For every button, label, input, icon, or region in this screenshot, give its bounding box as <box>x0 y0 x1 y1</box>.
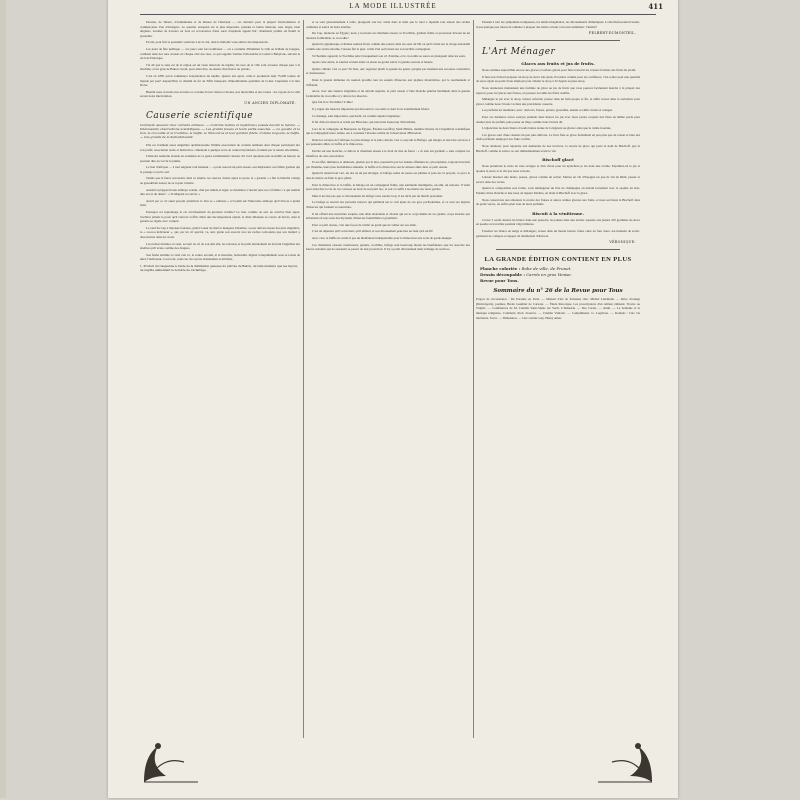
causerie-conclusion <box>476 20 640 29</box>
paragraph: Quand le gigantesque et hideux saurien flotte comme une poutre dans les eaux du Nil ou qu'il s'étale sur le rivage ensoleillé comme une racine énorme, l'oiseau fait le guet, veille d'un oeil jaloux sur son terrible compagnon. <box>306 42 470 51</box>
causerie-title: Causerie scientifique <box>146 110 254 121</box>
paragraph: et se sont gloutonnement à table, plongeant son bec avide dans le miel que le ratel a répandu tout autour des ruches culbutées et sauvé de leurs abeilles. <box>306 20 470 29</box>
header-rule <box>140 14 656 15</box>
glaces-body <box>476 68 640 153</box>
paragraph: Avec cela, le buffle ne serait-il pas un bienfaiteur indispensable pour le rhinocéros une sorte de garde-manger. <box>312 235 453 240</box>
subhead-glaces: Glaces aux fruits et jus de fruits. <box>521 61 595 67</box>
paragraph: Nous prendrons le zeste de trois oranges et d'un citron pour un épluchure je les dans une terrine. Exprimez-en le jus et ajoutez le sucre et le vin que nous versons. <box>476 164 640 173</box>
paragraph: Le lion d'Afrique — à tout seigneur tout honneur — a pour associé un petit oiseau, son imprudent, son fidèle gardien qui le protège et qui le sert. <box>140 165 300 174</box>
paragraph: Quelle culbute c'est ce pas? dit bien, oui; regardez plutôt la gueule du géant, qu'agite par moment une secousse convulsive et douloureuse. <box>306 66 470 76</box>
ornament-right-icon <box>596 732 656 784</box>
paragraph: Ces charmants oiseaux avertisseurs, garants, trochilus, bufaga sont beaucoup moins les bienfaiteurs que les associés des fauves redoutés qui ne sauraient se passer de leur protection. Il n'y a point dévouement mais échange de services. <box>306 242 470 252</box>
paragraph: Aussitôt qu'apparait une antilope venant, d'un pas timide et léger, se désaltérer, l'oiselet jette un cri fébrile: ce qui semble dire au roi du désert : « Ta Majesté est servie. » <box>140 187 300 197</box>
scan-edge <box>0 0 6 798</box>
edition-value: Robe de ville, de Prunet. <box>521 266 572 272</box>
running-title: LA MODE ILLUSTRÉE <box>349 2 437 10</box>
section-title-art-menager <box>482 47 640 57</box>
paragraph: Dans les savanes de l'Afrique, le plus étrange et le plus curieux c'est à coup sûr le Bufaga, qui intègre et rend des services à ses puissants alliés, le buffle et le rhinocéros. <box>306 137 470 147</box>
paragraph: Pensant à tout les sympathies trompeuses, les unités imaginaires, les dévouements chimériques. La Rochefoucauld n'aurait-il pas quelque peu raison de ramener à plaquer des belles actions à un seul sentiment : l'intérêt! <box>476 20 640 29</box>
causerie-continuation <box>306 20 470 252</box>
art-menager-title: L'Art Ménager <box>482 47 556 58</box>
paragraph: Fouettez les blancs en neige et mélangez; versez dans un moule beurré, faites cuire au four doux. Au moment de servir, garnissez de compote et nappez de marmelade d'abricots. <box>476 229 640 238</box>
paragraph: Nous donnons, pour répondre aux demandes de nos lectrices, la recette de glace qui porte le nom de Bischoff, que le Bischoff, comme le sorbet, se sert immédiatement avant le vin. <box>476 143 640 153</box>
subhead-bischoff: Bischoff glacé <box>542 157 574 163</box>
paragraph: Pourquoi cet espionnage et cet avertissement du gracieux volatile? Le lion, comme on sait, ne convive bien après, n'achève jamais la proie qu'il vient de s'offrir. Dans une décomposition rapide, la chair délaissée se couvre de larves, dont le garante se régale avec volupté. <box>140 210 300 224</box>
paragraph: Nous conservons aux amateurs la recette des fraises et autres crèmes glacées aux fruits, et nous servirons le Bischoff dans de petits verres, ou enfin qu'en veut de leurs parfums. <box>476 197 640 207</box>
column-divider-2 <box>473 20 474 738</box>
author-signature-veronique: VÉRONIQUE. <box>609 240 636 245</box>
paragraph: L'histoire naturelle abonde en exemples de ce genre extrêmement curieux. En voici quelques-uns recueillis au hasard, au pourrait dire au vol de la plume. <box>140 154 300 163</box>
paragraph: Si l'homme apparaît, le Trochilus jette brusquement son cri d'alarme, et le crocodile se sauve en plongeant dans les eaux. <box>312 53 466 58</box>
paragraph: Nous donnerons maintenant une formule de glace au jus de fruits que vous pourrez facilement étendre à la plupart des espèces; pour les glaces aux fraises, on passera au tamis les fruits cueillis. <box>476 85 640 95</box>
paragraph: Pour ces dernières sortes essayez pendant deux heures les jus avec leurs peaux coupées très fines au même poids pour donner plus de parfum, puis passer au linge comme nous l'avons dit. <box>476 114 640 124</box>
paragraph: Il faut tout d'abord préparer un sirop de sucre très épais. Procédez comme pour les confitures; c'est-à-dire pour une quantité de sucre égale au poids d'eau employé pour obtenir le sirop à 32 degrés au pèse-sirop. <box>476 74 640 84</box>
paragraph: Ce manège, sans importance que hardi, est comme depuis longtemps. <box>312 113 401 118</box>
section-title-causerie <box>146 111 300 121</box>
paragraph: En été, pour fuir la poussière soulevée à de la cité, dont le mélodie vous enlève des impressions. <box>146 40 269 45</box>
paragraph: Bientôt nous croirons nos trottoirs et, revenus là nos visites et modes, nos merveilles et nos routes : les rayons de la ville seront notre intervention. <box>140 89 300 99</box>
paragraph: J'ai dit que le sens est de la région est un vaste réservoir de naphte; les rues de la ville sont arrosées chaque jour à la machine, et les gens de Bakou vivent, pour ainsi dire, au-dessus d'un fleuve de pétrole. <box>140 62 300 72</box>
paragraph: Les jours de fête publique — ces jours sont fort nombreux — on a coutume d'illuminer la ville au brillant de bougies, combien dans des rues creusés de chaque côté des rues, ce qui rappelle l'entrée d'Alexandre le Grand à Babylone, suivant le récit de Plutarque. <box>140 46 300 61</box>
paragraph: Il lui offrent une nourriture exquise, une table abondante et choisie qui est le corps même de ces géants, corps énorme que sillonnent en tous sens des myriades d'insectes fourmillant et grouillant. <box>306 211 470 221</box>
paragraph: C'est en 1885 qu'on commença l'exploitation du naphte. Quatre ans après, celle-ci produisait déjà 75,000 tonnes de liquide par jour! Aujourd'hui, le chemin de fer de Tiflis transporte d'innombrables quantités de la mer Caspienne à la mer Noire. <box>140 73 300 88</box>
paragraph: Mais il ne faut pas que ce dévouement du bufaga vous touche trop; il est dicté par un intérêt personnel. <box>312 193 444 198</box>
paragraph: Mélangez le jus avec le sirop, laissez refroidir, passez dans un bain propre et fin, et enfin versez dans la sorbetière pour glacer comme nous l'avons vu dans une précédente causerie. <box>476 97 640 106</box>
edition-title: LA GRANDE ÉDITION CONTIENT EN PLUS <box>484 256 632 264</box>
paragraph: Les ruches désirées, le ratel, accourt au cri de son ami ailé, les renverse et les pille brutalement en bravant l'aiguillon des abeilles qu'il avale comme des dragées. <box>140 241 300 251</box>
subhead-biscuit: Biscuit à la vénitienne. <box>532 210 584 216</box>
paragraph: Alors, avec une aisance singulière et un entrain superbe, le petit oiseau à l'aile blanche pénètre hardiment dans la gueule formidable du crocodile et y dévore les insectes. <box>306 89 470 98</box>
edition-label: Planche coloriée : <box>480 266 521 272</box>
edition-line-revue <box>480 278 640 283</box>
paragraph: Dans la gueule immense du saurien grouille tout un essaim d'insectes aux piqûres intolérables, qui le tourmentent et l'affolent. <box>306 77 470 87</box>
bischoff-body <box>476 164 640 207</box>
edition-label: Revue pour Tous. <box>480 278 519 284</box>
biscuit-body <box>476 218 640 238</box>
paragraph: Du Cap, montons en Égypte; nous y trouvons un charmant oiseau, le Trochilus, gardien fidèle et protecteur dévoué de un monstre formidable, le crocodile! <box>306 31 470 40</box>
section-divider-2 <box>496 249 620 250</box>
paragraph: Elle est vraiment assez singulière qu'intéressante l'intime association de certains animaux dont chaque participant tire son profit; association tacite et instinctive, cimentant à quelque sorte de contrat mystérieux, formulé par la nature elle-même. <box>140 142 300 152</box>
paragraph: Le bufaga se nourrit des parasites tenaces qui pullulent sur le cuir épais de ces gros pachydermes, et ce sont ses légions d'insectes qui forment sa nourriture. <box>306 200 470 209</box>
paragraph: Laissez macérer une heure, passez, glacez comme un sorbet. Mettez en vin d'Espagne un peu de vin du Rhin, passez et servez dans des verres. <box>476 175 640 184</box>
page-number: 411 <box>648 2 663 11</box>
causerie-body <box>140 143 300 262</box>
paragraph: Pour le rhinocéros et le buffle, le bufaga est un compagnon fidèle, une sentinelle intelligente, un ami, un sauveur. Il vient pour ainsi dire la vie de ces colosses au bout de son petit bec, et son cri suffit à les mettre sur leurs gardes. <box>306 182 470 192</box>
paragraph: Il fut d'abord observé et relaté par Hérodote, qui rencontra beaucoup d'incrédules. <box>312 120 417 125</box>
paragraph: Après cette alerte, le saurien revient étaler sa sieste au grand soleil, la gueule ouverte et béante. <box>312 60 434 65</box>
paragraph: Ces glaces sont d'une réussite un peu plus délicate. Le fruit frais se glace facilement en peu plus que de raison et bien des chefs préfèrent employer des fruits confits. <box>476 132 640 142</box>
author-signature: UN ANCIEN DIPLOMATE. <box>244 100 296 105</box>
paragraph: Crever 5 oeufs, mettez les blancs dans une passoire, les jaunes dans une terrine. Ajoutez aux jaunes 250 grammes de sucre en poudre et travaillez pendant vingt minutes. <box>476 217 640 227</box>
author-signature-felbert: FELBERT-DUMONTEIL. <box>588 31 636 36</box>
paragraph: Les parfums les meilleurs, sont : abricots, fraises, prunes, groseilles, ananas et enfin citrons et oranges. <box>482 108 613 113</box>
paragraph: Averti par ce cri aussi perçant qu'amical, le lion se « ramasse » et bondit sur l'innocente antilope qu'il dévore à grand bruit. <box>140 198 300 208</box>
sommaire-text: Propos de circonstance : De Paranne en Paris. — Manuel d'été de Parisiens chic, Michel Liebmann. — Rêve d'orange (Dulverperis), poèmes, Brette Gauthier de Carteret. — Étude historique. Les proscriptions d'un tailleur éminent. Trouve au Vuipris. — Confidences de M. Camille Saint-Saëns sur Verdi. L'Industrie. — Des Cartes. — Antin. — La Semaine et le musique religieuse. Comment chois d'oeuvre. — Cinéma Vaincult. — Compliments. G. Lagrèvue. — Romans : Une vie intérieure, Serve. — Dimension. — Une contrée Guy. Henry Amer. <box>476 297 640 320</box>
edition-line-dessin <box>480 272 640 277</box>
paragraph: Le ratel du Cap à l'épaisse fourrure, grand voleur de miel et mangeur d'abeilles, a pour ami un oiseau des plus singuliers, le « coucou indicateur », qui, par un cri spécial, va, suit, guide son associé vers les ruches convoitées que son instinct a découvertes dans les creux. <box>140 225 300 239</box>
edition-label: Dessin découpable : <box>480 272 525 278</box>
ornament-left-icon <box>140 732 200 784</box>
paragraph: Pour ce petit oiseau, c'est une façon de veiller au grain que de veiller sur ses amis. <box>312 222 417 227</box>
causerie-lead: Comment associer chez certains animaux. — Contrats tacites et mystérieux passés devant la nature. — Intéressants observations scientifiques. — Les grands fauves et leurs petits associés. — La gazelle et le lion, le crocodile et le trochilus, le buffle, le rhinocéros et leur gardien fidèle. Comme toujours, le buffle. — Ces grands de la Kadschinsandi. <box>140 122 300 139</box>
paragraph: Quand il entend tout vert, un rire ou un pas étranger, le bufaga sonne de toutes ses plumes et jette un cri perçant, ce qui a le don de mettre en fuite le gros gibier. <box>306 171 470 181</box>
paragraph: Que fait là le Trochilus? il dîne! <box>312 100 353 105</box>
paragraph: C'est un déjeuner qu'il convoitait, qu'il défend, et son dévouement peut-être ne tient qu'à un fil! <box>312 229 433 234</box>
article-continuation <box>140 20 300 99</box>
column-right <box>476 20 640 778</box>
edition-value: Carrés en gros Venise. <box>526 272 572 278</box>
edition-line-planche <box>480 266 640 271</box>
paragraph: Perché sur une branche, ce délicat et charmant oiseau à le droit de dire au fauve : « Je suis ton gardien! » sans compter les bénéfices de cette association. <box>306 149 470 158</box>
footnote: 1. Produit du Caspienne à l'aide de la distillation gazeuse du pétrole de Bakou, de telle manière que les rayons de naphte alimentent le nombre de l'éclairage. <box>140 263 298 272</box>
sommaire-title: Sommaire du n° 26 de la Revue pour Tous <box>493 288 623 295</box>
paragraph: Il y règne des insectes importuns qui dévorent le crocodile et dont il est extrêmement friand. <box>312 106 430 111</box>
section-divider <box>496 40 620 41</box>
paragraph: Et en effet, militaires et délaissés, guettés par le lion, poursuivis par les bandes affamées de cynocéphales, toujours harcelés par l'homme, leurs plus formidables ennemis, le buffle et le rhinocéros ont de sérieux amis dans ce petit oiseau. <box>306 160 470 169</box>
paragraph: Nous sommes aujourd'hui encore aux glaces et sorbets glacés pour faire ressortir les saveurs fraîches des fruits du jardin. <box>482 68 636 73</box>
paragraph: Quand la composition sera ferme, vous mélangerez un litre de champagne en battant fortement avec la spatule en bois. Ensuite d'une blanche et une tasse de liqueur Madère, en ôtant le Bischoff avec la glace. <box>476 186 640 196</box>
column-left <box>140 20 300 778</box>
column-divider-1 <box>303 20 304 738</box>
newspaper-page <box>108 0 678 798</box>
paragraph: L'adjonction de deux blancs d'oeufs battus donne de la légèreté au glacier ainsi que la crème fouettée. <box>482 126 612 131</box>
paragraph: Persane, de Tabarz, d'Arménienne et de Russes de l'intérieur — ces derniers pour la plupart fonctionnaires et commerçants. Peu d'étrangers. Le quartier européen est le plus important, grandes et belles maisons, rues larges, bien alignées, bordées de trottoirs en bois ou recouvertes d'une sorte d'asphalte appelé Kir; charmants jardins où fleurit le grenadier. <box>140 20 300 38</box>
paragraph: Son festin terminé, le ratel s'en va, le ventre arrondi, et le mouchet, barbouillé, digérer tranquillement sous sa toison de miel; l'indicateur, à son tour, saute sur les rayons abandonnés et déchirés. <box>140 252 300 262</box>
paragraph: Lors de la campagne de Bonaparte en Égypte, Étienne Geoffroy Saint-Hilaire, membre illustre de l'expédition scientifique qui accompagnait notre armée, eut à constater l'absolue réalité de l'observation d'Hérodote. <box>306 126 470 136</box>
column-middle <box>306 20 470 778</box>
paragraph: Tandis que le fauve savourant, dans sa tanière, les sources claires après sa proie, le « garante » a fait la blanche voltige au gazouillant autour de sa royale crinière. <box>140 176 300 186</box>
